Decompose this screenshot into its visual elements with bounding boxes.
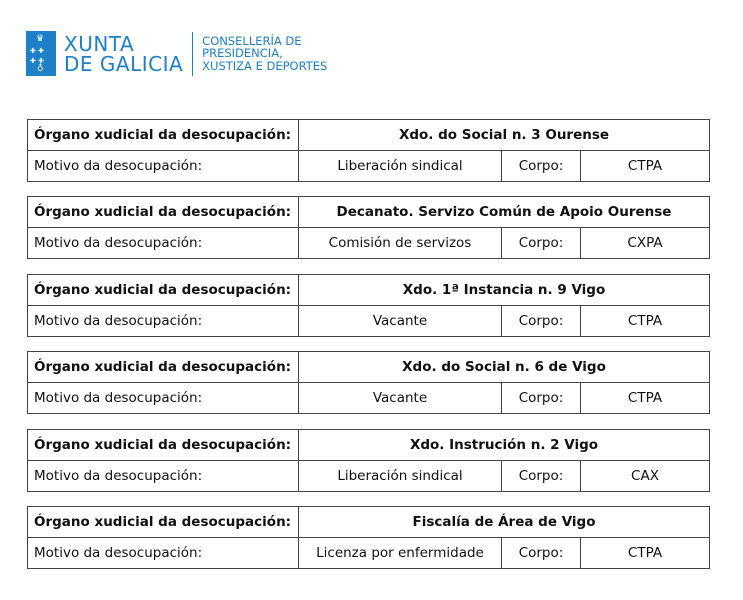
organo-label: Órgano xudicial da desocupación: — [28, 275, 299, 306]
corpo-label: Corpo: — [502, 151, 581, 182]
galicia-shield-icon: ♛ ✚ ✚ ✚ ✚ ♁ — [26, 31, 56, 76]
organo-label: Órgano xudicial da desocupación: — [28, 507, 299, 538]
dept-line: XUSTIZA E DEPORTES — [202, 58, 328, 73]
motivo-value: Vacante — [299, 383, 502, 414]
vacancy-table — [27, 274, 710, 337]
organo-value: Xdo. do Social n. 6 de Vigo — [299, 352, 710, 383]
table-row — [28, 306, 710, 337]
motivo-value: Licenza por enfermidade — [299, 538, 502, 569]
corpo-label: Corpo: — [502, 383, 581, 414]
table-row — [28, 197, 710, 228]
corpo-value: CTPA — [581, 538, 710, 569]
logo-divider — [192, 32, 193, 76]
table-row — [28, 120, 710, 151]
table-row — [28, 228, 710, 259]
motivo-value: Vacante — [299, 306, 502, 337]
table-row — [28, 461, 710, 492]
dept-line: PRESIDENCIA, — [202, 46, 283, 61]
motivo-value: Comisión de servizos — [299, 228, 502, 259]
corpo-value: CXPA — [581, 228, 710, 259]
corpo-label: Corpo: — [502, 228, 581, 259]
vacancy-table — [27, 429, 710, 492]
logo-line2: DE GALICIA — [64, 51, 184, 76]
xunta-logo — [26, 31, 327, 76]
corpo-value: CTPA — [581, 151, 710, 182]
corpo-label: Corpo: — [502, 306, 581, 337]
corpo-label: Corpo: — [502, 461, 581, 492]
organo-label: Órgano xudicial da desocupación: — [28, 430, 299, 461]
organo-value: Xdo. 1ª Instancia n. 9 Vigo — [299, 275, 710, 306]
table-row — [28, 507, 710, 538]
corpo-value: CTPA — [581, 383, 710, 414]
motivo-label: Motivo da desocupación: — [28, 306, 299, 337]
corpo-value: CAX — [581, 461, 710, 492]
logo-line1: XUNTA — [64, 31, 135, 56]
organo-value: Xdo. Instrución n. 2 Vigo — [299, 430, 710, 461]
vacancy-table — [27, 196, 710, 259]
motivo-label: Motivo da desocupación: — [28, 461, 299, 492]
corpo-label: Corpo: — [502, 538, 581, 569]
organo-label: Órgano xudicial da desocupación: — [28, 120, 299, 151]
vacancy-table — [27, 351, 710, 414]
organo-value: Fiscalía de Área de Vigo — [299, 507, 710, 538]
table-row — [28, 352, 710, 383]
table-row — [28, 430, 710, 461]
corpo-value: CTPA — [581, 306, 710, 337]
department-name — [202, 35, 327, 73]
organo-value: Xdo. do Social n. 3 Ourense — [299, 120, 710, 151]
vacancy-table — [27, 119, 710, 182]
organo-label: Órgano xudicial da desocupación: — [28, 352, 299, 383]
motivo-label: Motivo da desocupación: — [28, 151, 299, 182]
table-row — [28, 538, 710, 569]
table-row — [28, 383, 710, 414]
motivo-label: Motivo da desocupación: — [28, 538, 299, 569]
table-row — [28, 275, 710, 306]
table-row — [28, 151, 710, 182]
organo-label: Órgano xudicial da desocupación: — [28, 197, 299, 228]
motivo-value: Liberación sindical — [299, 461, 502, 492]
motivo-label: Motivo da desocupación: — [28, 228, 299, 259]
motivo-label: Motivo da desocupación: — [28, 383, 299, 414]
vacancy-table — [27, 506, 710, 569]
xunta-wordmark — [64, 31, 184, 76]
motivo-value: Liberación sindical — [299, 151, 502, 182]
dept-line: CONSELLERÍA DE — [202, 33, 302, 48]
organo-value: Decanato. Servizo Común de Apoio Ourense — [299, 197, 710, 228]
